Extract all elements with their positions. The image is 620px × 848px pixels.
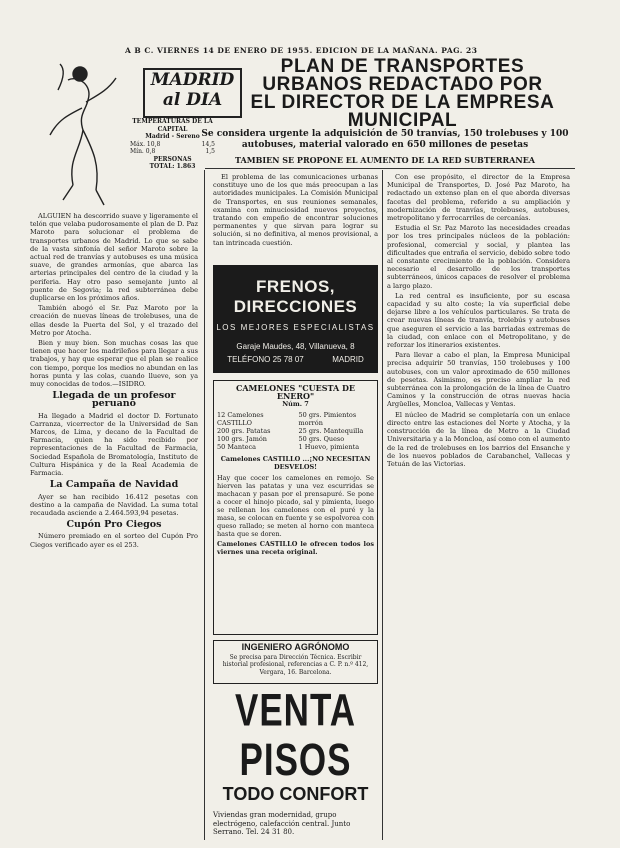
ad-contact (213, 355, 378, 364)
ad-title: VENTA PISOS (234, 685, 357, 786)
list-item: 100 grs. Jamón (217, 435, 267, 443)
ad-frenos-direcciones (213, 265, 378, 373)
ad-text: Hay que cocer los camelones en remojo. Se hierven las patatas y una vez escurridas se machacan y pasan por el prensapuré. Se pone a cocer el hinojo picado, sal y pimienta, luego se rellenan los camelones con el puré y la masa, se colocan en fuente y se espolvorea con queso rallado; se meten al horno con manteca hasta que se doren. (217, 474, 374, 538)
illustration-figure (38, 60, 123, 210)
weather-row: Mín. 0,8 1,5 (130, 148, 215, 155)
list-item: 12 Camelones CASTILLO (217, 411, 264, 427)
list-item: 200 grs. Patatas (217, 427, 271, 435)
paragraph: El núcleo de Madrid se completaría con un enlace directo entre las estaciones del Norte y Atocha, y la construcción de la línea de Metro a la Ciudad Universitaria y a la Moncloa, así como con el aumento de la red de trolebuses en los barrios del Ensanche y de los nuevos poblados de Carabanchel, Vallecas y Tetuán de las Victorias. (387, 410, 570, 468)
ad-title: FRENOS, DIRECCIONES (233, 277, 358, 316)
paragraph: La red central es insuficiente, por su escasa capacidad y su alto coste; la vía superficial debe dejarse libre a los vehículos particulares. Se trata de crear nuevas líneas de tranvía, trolebús y autobuses que aseguren el servicio a las barriadas extremas de la ciudad, con enlace con el Metropolitano, y de reforzar los itinerarios existentes. (387, 291, 570, 350)
paragraph: También abogó el Sr. Paz Maroto por la creación de nuevas líneas de trolebuses, una de ellas desde la Puerta del Sol, y el trazado del Metro por Atocha. (30, 304, 198, 337)
ad-subtitle: TODO CONFORT (222, 784, 369, 804)
list-item: 50 grs. Pimientos morrón (298, 411, 357, 427)
divider (204, 170, 205, 840)
section-heading: Llegada de un profesor peruano (52, 390, 176, 410)
paragraph: El problema de las comunicaciones urbanas constituye uno de los que más preocupan a las autoridades municipales. La Comisión Municipal de Transportes, en sus reuniones semanales, examina con minuciosidad nuevos proyectos, tratando con empeño de encontrar soluciones permanentes y que sirvan para lograr su solución, si no definitiva, al menos provisional, a tan intrincada cuestión. (213, 173, 378, 247)
middle-column (213, 173, 378, 261)
persons-value: TOTAL: 1.863 (149, 163, 196, 170)
paragraph: Ha llegado a Madrid el doctor D. Fortunato Carranza, vicerrector de la Universidad de San Marcos, de Lima, y decano de la Facultad de Farmacia, quien ha sido recibido por representaciones de la Facultad de Farmacia, Sociedad Española de Bromatología, Instituto de Cultura Hispánica y de la Real Academia de Farmacia. (30, 411, 198, 478)
section-heading: La Campaña de Navidad (49, 479, 179, 491)
right-column (387, 173, 570, 838)
paragraph: Con ese propósito, el director de la Empresa Municipal de Transportes, D. José Paz Maroto, ha redactado un extenso plan en el que aborda diversas facetas del problema, referido a su ampliación y modernización de tranvías, trolebuses, autobuses, metropolitano y ferrocarriles de cercanías. (387, 173, 570, 223)
ad-title: CAMELONES "CUESTA DE ENERO" (235, 383, 356, 401)
paragraph: Bien y muy bien. Son muchas cosas las que tienen que hacer los madrileños para llegar a sus trabajos, y hay que esperar que el plan se realice con tiempo, porque los medios no abundan en las horas punta y las colas, cuando llueve, son ya muy conocidas de todos.—ISIDRO. (30, 339, 198, 389)
main-headline: PLAN DE TRANSPORTES URBANOS REDACTADO POR EL DIRECTOR DE LA EMPRESA MUNICIPAL (250, 56, 555, 131)
ad-address: Garaje Maudes, 48, Villanueva, 8 (236, 342, 355, 351)
ad-subtitle: LOS MEJORES ESPECIALISTAS (216, 323, 375, 332)
weather-sub: Madrid - Sereno (145, 133, 200, 140)
ad-headline: Camelones CASTILLO ...¡NO NECESITAN DESVELOS! (220, 455, 371, 471)
ad-city: MADRID (332, 355, 364, 364)
paragraph: Para llevar a cabo el plan, la Empresa Municipal precisa adquirir 50 tranvías, 150 trolebuses y 100 autobuses, con un valor aproximado de 650 millones de pesetas. Asimismo, es preciso ampliar la red subterránea con la prolongación de la línea de Cuatro Caminos y la construcción de otras nuevas hacia Argüelles, Moncloa, Vallecas y Ventas. (387, 351, 570, 409)
ad-ingeniero-agronomo (213, 640, 378, 684)
left-column (30, 212, 198, 842)
intro-paragraph: ALGUIEN ha descorrido suave y ligeramente el telón que velaba pudorosamente el plan de D. Paz Maroto para solucionar el problema de transportes urbanos de Madrid. Lo que se sabe de la vasta sinfonía del señor Maroto sobre la actual red de tranvías y autobuses es una música suave, de grandes armonías, que abarca las arterias principales del centro de la ciudad y la periferia. Hay otro paso semejante junto al puente de Segovia; la red subterránea debe duplicarse en los próximos años. (30, 212, 198, 303)
madrid-title: MADRID (150, 70, 235, 90)
al-dia-title: al DIA (162, 90, 223, 110)
ad-camelones (213, 380, 378, 635)
divider (382, 170, 383, 840)
list-item: 1 Huevo, pimienta (298, 443, 360, 451)
weather-title: TEMPERATURAS DE LA CAPITAL (132, 118, 213, 133)
paragraph: Estudia el Sr. Paz Maroto las necesidades creadas por los tres principales núcleos de la población: profesional, comercial y social, y plantea las dificultades que entraña el servicio, debido sobre todo al constante crecimiento de la población. Considera necesario el desarrollo de los transportes subterráneos, únicos capaces de resolver el problema a largo plazo. (387, 224, 570, 290)
weather-row: Máx. 10,8 14,5 (130, 140, 215, 148)
ad-footer: Camelones CASTILLO le ofrecen todos los viernes una receta original. (217, 540, 374, 556)
main-subhead: Se considera urgente la adquisición de 50 tranvías, 150 trolebuses y 100 autobuses, material valorado en 650 millones de pesetas (201, 129, 569, 150)
divider (205, 168, 575, 169)
persons-title: PERSONAS (153, 155, 192, 163)
list-item: 50 Manteca (217, 443, 257, 451)
ad-venta-pisos (213, 685, 378, 840)
paragraph: Ayer se han recibido 16.412 pesetas con destino a la campaña de Navidad. La suma total recaudada asciende a 2.464.593,94 pesetas. (30, 492, 198, 517)
madrid-al-dia-box (143, 68, 242, 118)
ingredient-list (217, 411, 374, 451)
ad-phone: TELÉFONO 25 78 07 (227, 355, 304, 364)
ad-title: INGENIERO AGRÓNOMO (241, 642, 350, 652)
page-header: A B C. VIERNES 14 DE ENERO DE 1955. EDICION DE LA MAÑANA. PAG. 23 (125, 46, 478, 55)
paragraph: Número premiado en el sorteo del Cupón Pro Ciegos verificado ayer es el 253. (30, 532, 198, 549)
list-item: 25 grs. Mantequilla (298, 427, 364, 435)
ad-text: Se precisa para Dirección Técnica. Escribir historial profesional, referencias a C. P. n.º 412, Vergara, 16. Barcelona. (222, 653, 369, 676)
ad-text: Viviendas gran modernidad, grupo electrógeno, calefacción central. Junto Serrano. Tel. 24 31 80. (213, 811, 351, 836)
list-item: 50 grs. Queso (298, 435, 345, 443)
secondary-subhead: TAMBIEN SE PROPONE EL AUMENTO DE LA RED SUBTERRANEA (234, 155, 535, 165)
ad-number: Núm. 7 (282, 400, 309, 408)
section-heading: Cupón Pro Ciegos (66, 519, 162, 531)
